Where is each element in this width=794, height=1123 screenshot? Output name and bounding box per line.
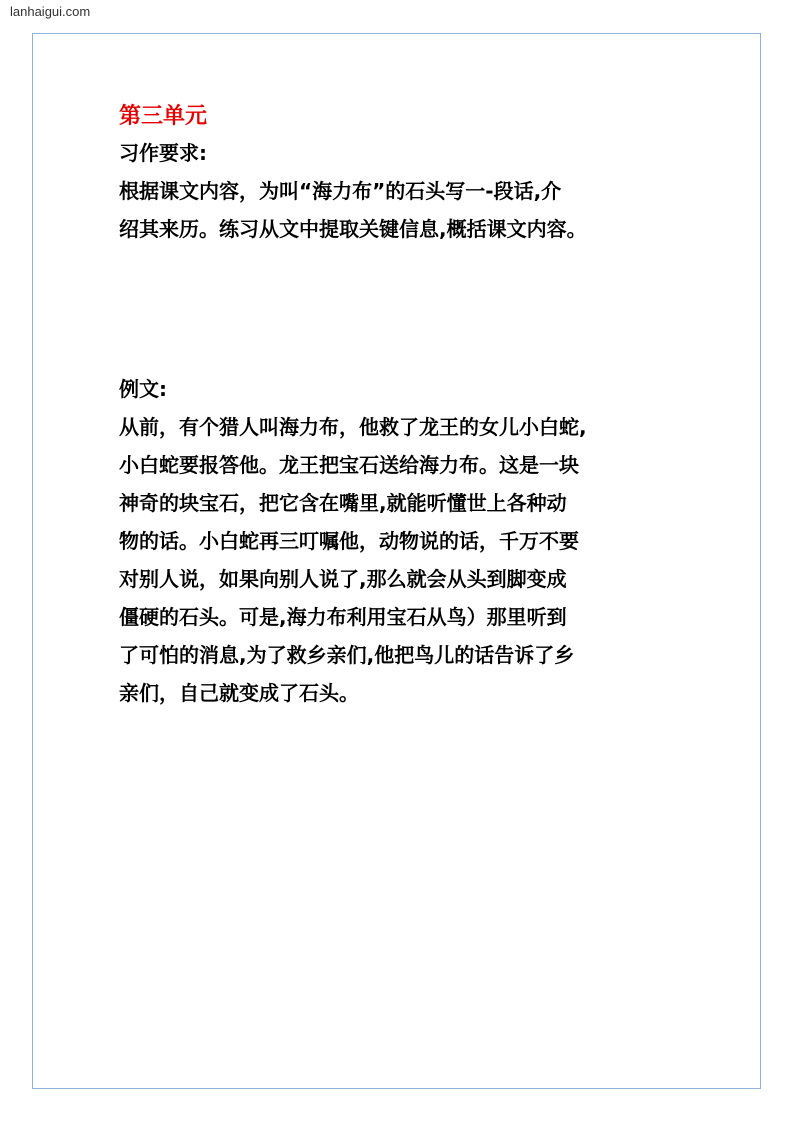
section-gap bbox=[119, 248, 699, 370]
document-content bbox=[119, 100, 699, 712]
requirement-label: 习作要求: bbox=[119, 141, 207, 165]
example-line: 小白蛇要报答他。龙王把宝石送给海力布。这是一块 bbox=[119, 453, 579, 477]
unit-title: 第三单元 bbox=[119, 104, 208, 129]
example-line: 神奇的块宝石，把它含在嘴里,就能听懂世上各种动 bbox=[119, 491, 567, 515]
example-line: 了可怕的消息,为了救乡亲们,他把鸟儿的话告诉了乡 bbox=[119, 643, 575, 667]
requirement-line: 绍其来历。练习从文中提取关键信息,概括课文内容。 bbox=[119, 217, 587, 241]
example-line: 僵硬的石头。可是,海力布利用宝石从鸟）那里听到 bbox=[119, 605, 567, 629]
example-line: 物的话。小白蛇再三叮嘱他，动物说的话，千万不要 bbox=[119, 529, 579, 553]
site-watermark: lanhaigui.com bbox=[10, 4, 91, 19]
example-line: 亲们，自己就变成了石头。 bbox=[119, 681, 359, 705]
example-line: 从前，有个猎人叫海力布，他救了龙王的女儿小白蛇, bbox=[119, 415, 587, 439]
example-label: 例文: bbox=[119, 377, 167, 401]
example-line: 对别人说，如果向别人说了,那么就会从头到脚变成 bbox=[119, 567, 567, 591]
requirement-line: 根据课文内容，为叫“海力布”的石头写一-段话,介 bbox=[119, 179, 562, 203]
